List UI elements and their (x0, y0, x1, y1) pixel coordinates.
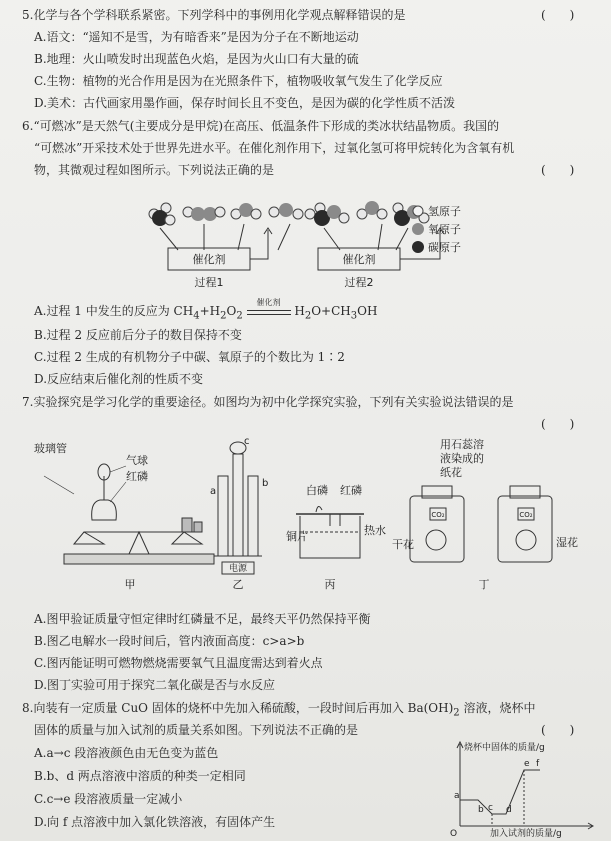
tube-a-label: a (210, 486, 217, 497)
q7-option-a: A.图甲验证质量守恒定律时红磷量不足，最终天平仍然保持平衡 (34, 612, 371, 626)
dry-flower-label: 干花 (392, 538, 414, 551)
q8-option-d: D.向 f 点溶液中加入氯化铁溶液，有固体产生 (34, 815, 276, 829)
q6-option-b: B.过程 2 反应前后分子的数目保持不变 (34, 328, 242, 342)
molecule-group-2 (269, 203, 349, 226)
q5-option-a: A.语文：“遥知不是雪，为有暗香来”是因为分子在不断地运动 (34, 30, 359, 44)
copper-sheet-label: 铜片 (286, 530, 308, 543)
q6-stem-line3: 物，其微观过程如图所示。下列说法正确的是 (34, 163, 275, 177)
graph-xlabel: 加入试剂的质量/g (490, 829, 562, 838)
point-c: c (488, 803, 493, 813)
process2-label: 过程2 (344, 276, 374, 289)
experiment-ding-co2 (392, 486, 578, 591)
jar-right-icon (498, 496, 552, 562)
q5-stem: 5.化学与各个学科联系紧密。下列学科中的事例用化学观点解释错误的是 (22, 8, 406, 22)
catalyst-equals-sign: 催化剂 (247, 308, 291, 315)
litmus-paper-flower-label: 用石蕊溶液染成的纸花 (440, 438, 484, 479)
figure-jia-label: 甲 (124, 578, 136, 591)
q6-stem-line1: 6.“可燃冰”是天然气(主要成分是甲烷)在高压、低温条件下形成的类冰状结晶物质。我国的 (22, 119, 500, 133)
experiment-yi-electrolysis (210, 436, 268, 591)
q8-option-a: A.a→c 段溶液颜色由无色变为蓝色 (34, 746, 219, 760)
q8-option-c: C.c→e 段溶液质量一定减小 (34, 792, 183, 806)
q7-option-d: D.图丁实验可用于探究二氧化碳是否与水反应 (34, 678, 276, 692)
graph-ylabel: 烧杯中固体的质量/g (464, 743, 545, 753)
q5-option-c: C.生物：植物的光合作用是因为在光照条件下，植物吸收氧气发生了化学反应 (34, 74, 443, 88)
catalyst-label-1: 催化剂 (192, 253, 226, 266)
tube-c-label: c (244, 436, 250, 447)
oxygen-legend-icon (412, 223, 424, 235)
hydrogen-legend-icon (413, 206, 423, 216)
q5-option-b: B.地理：火山喷发时出现蓝色火焰，是因为火山口有大量的硫 (34, 52, 359, 66)
jar-left-icon (410, 496, 464, 562)
point-b: b (478, 805, 484, 815)
legend-carbon: 碳原子 (428, 241, 461, 254)
co2-label-right: CO₂ (519, 511, 533, 519)
hot-water-label: 热水 (364, 524, 386, 537)
conical-flask-icon (92, 500, 117, 520)
point-d: d (506, 805, 512, 815)
figure-bing-label: 丙 (324, 578, 336, 591)
q6-option-c: C.过程 2 生成的有机物分子中碳、氧原子的个数比为 1∶2 (34, 350, 345, 364)
q8-mass-graph (440, 740, 600, 838)
q8-answer-paren: ( ) (541, 723, 575, 737)
q5-option-d: D.美术：古代画家用墨作画，保存时间长且不变色，是因为碳的化学性质不活泼 (34, 96, 456, 110)
point-f: f (536, 759, 540, 769)
q8-option-b: B.b、d 两点溶液中溶质的种类一定相同 (34, 769, 246, 783)
q6-stem-line2: “可燃冰”开采技术处于世界先进水平。在催化剂作用下，过氧化氢可将甲烷转化为含氧有机 (34, 141, 515, 155)
q8-stem-line1: 8.向装有一定质量 CuO 固体的烧杯中先加入稀硫酸，一段时间后再加入 $Ba(OH)_2$ 溶液，烧杯中 (22, 701, 536, 719)
process1-label: 过程1 (194, 276, 224, 289)
power-label: 电源 (228, 564, 248, 574)
experiment-bing-combustion (286, 483, 386, 591)
experiment-jia-balance (34, 441, 217, 591)
catalyst-label-2: 催化剂 (342, 253, 376, 266)
q5-answer-paren: ( ) (541, 8, 575, 22)
white-phosphorus-flame-icon (316, 506, 322, 512)
white-phosphorus-label: 白磷 (306, 484, 328, 497)
q7-option-b: B.图乙电解水一段时间后，管内液面高度：c>a>b (34, 634, 305, 648)
wet-flower-label: 湿花 (556, 536, 578, 549)
red-phosphorus-label: 红磷 (126, 470, 148, 483)
q7-answer-paren: ( ) (541, 417, 575, 431)
q6-answer-paren: ( ) (541, 163, 575, 177)
point-a: a (454, 791, 460, 801)
legend-oxygen: 氧原子 (428, 223, 461, 236)
molecule-group-1 (149, 203, 261, 226)
q6-option-a: A.过程 1 中发生的反应为 $CH_4+H_2O_2$ 催化剂 $H_2O+CH_3OH$ (34, 298, 378, 322)
tube-b-label: b (262, 478, 269, 489)
graph-origin: O (450, 829, 458, 838)
red-phosphorus-label-2: 红磷 (340, 484, 362, 497)
legend-hydrogen: 氢原子 (428, 205, 461, 218)
q8-stem-line2: 固体的质量与加入试剂的质量关系如图。下列说法不正确的是 (34, 723, 359, 737)
atom-legend (412, 201, 492, 261)
q7-stem: 7.实验探究是学习化学的重要途径。如图均为初中化学探究实验，下列有关实验说法错误的是 (22, 395, 514, 409)
carbon-legend-icon (412, 241, 424, 253)
point-e: e (524, 759, 530, 769)
balloon-label: 气球 (126, 454, 148, 467)
glass-tube-label: 玻璃管 (34, 442, 67, 455)
q7-option-c: C.图丙能证明可燃物燃烧需要氧气且温度需达到着火点 (34, 656, 323, 670)
co2-label-left: CO₂ (431, 511, 445, 519)
mass-curve (460, 770, 540, 814)
figure-ding-label: 丁 (478, 578, 490, 591)
figure-yi-label: 乙 (232, 578, 244, 591)
q6-option-d: D.反应结束后催化剂的性质不变 (34, 372, 204, 386)
q7-experiments-figure (34, 436, 594, 596)
